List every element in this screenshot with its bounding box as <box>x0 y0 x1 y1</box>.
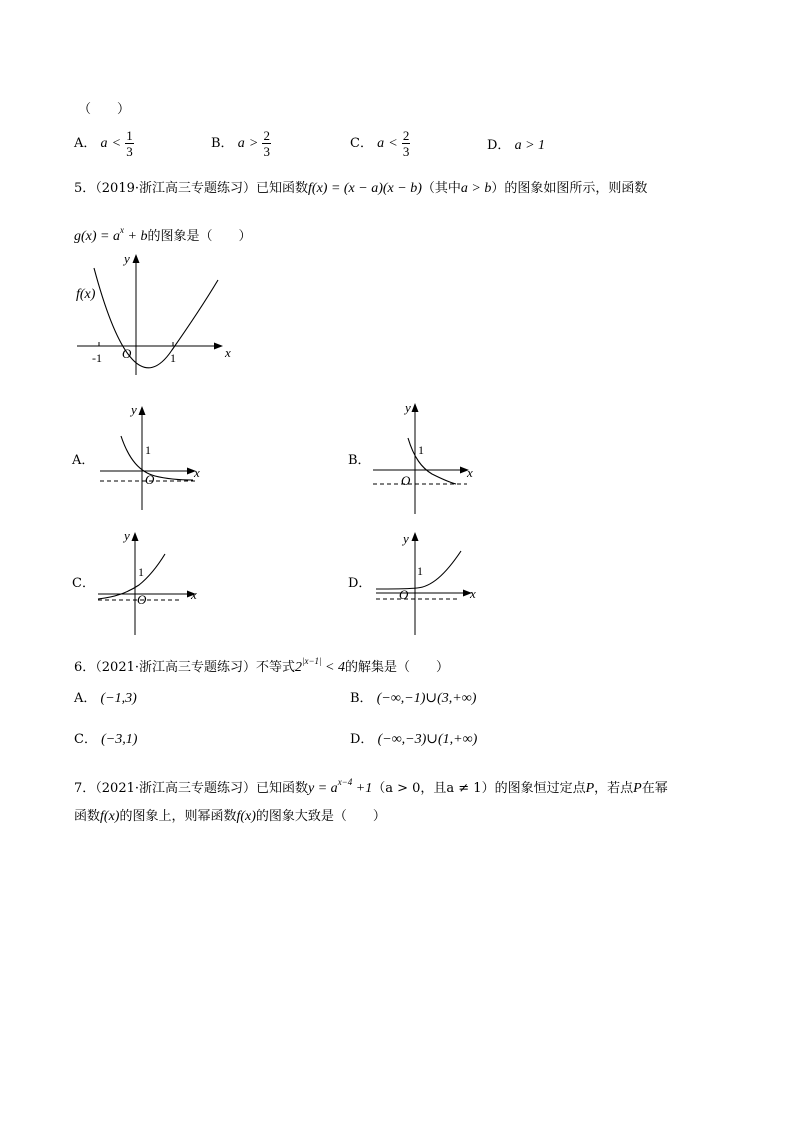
question-number: 5． <box>74 181 96 196</box>
y-axis-arrow <box>133 254 140 263</box>
stem-text: 的图象是（ ） <box>147 229 252 244</box>
one-label: 1 <box>418 443 424 457</box>
q4-answer-paren: （ ） <box>78 102 131 117</box>
option-op: < <box>388 136 398 151</box>
q5-stem-line2 <box>74 221 251 246</box>
option-fraction: $\frac{2}{3}$ <box>402 128 410 159</box>
q5-stem-line1 <box>74 180 647 198</box>
q4-option-a <box>74 128 134 159</box>
stem-text: 不等式 <box>256 660 296 675</box>
option-value: (−∞,−1)∪(3,+∞) <box>376 691 477 706</box>
stem-text: 的解集是（ ） <box>345 660 450 675</box>
q7-stem-line2 <box>74 808 386 826</box>
one-label: 1 <box>417 564 423 578</box>
option-letter: C． <box>74 732 97 747</box>
exp-curve <box>98 554 165 599</box>
q5-option-c-graph <box>95 527 210 639</box>
y-axis-label: y <box>405 400 411 415</box>
q4-option-d <box>487 137 545 155</box>
q6-stem <box>74 652 449 677</box>
q5-main-graph <box>72 250 232 380</box>
stem-text: 的图象大致是（ ） <box>255 809 386 824</box>
question-number: 7． <box>74 781 96 796</box>
y-axis-label: y <box>124 251 130 266</box>
origin-label: O <box>137 592 147 607</box>
origin-label: O <box>122 346 132 361</box>
x-axis-label: x <box>467 465 473 480</box>
question-source: （2021·浙江高三专题练习） <box>95 660 256 675</box>
y-axis-arrow <box>412 532 419 541</box>
option-letter: A． <box>74 691 97 706</box>
question-source: （2021·浙江高三专题练习） <box>95 781 256 796</box>
q5-option-b-graph <box>370 398 485 516</box>
x-axis-label: x <box>225 345 231 360</box>
option-letter: C． <box>350 136 373 151</box>
stem-text: ）的图象如图所示，则函数 <box>491 181 648 196</box>
stem-text: 已知函数 <box>256 181 309 196</box>
option-value: (−3,1) <box>101 732 138 747</box>
option-op: < <box>111 136 122 151</box>
q6-option-c <box>74 731 137 749</box>
y-axis-arrow <box>139 406 146 415</box>
tick-label-1: 1 <box>170 351 176 365</box>
tick-label-neg1: -1 <box>92 351 102 365</box>
option-var: a <box>377 136 385 151</box>
x-axis-arrow <box>214 343 223 350</box>
q7-stem-line1 <box>74 773 668 798</box>
option-letter: D． <box>487 138 511 153</box>
q6-option-b <box>350 690 476 708</box>
point-p: P <box>585 781 595 796</box>
stem-text: ，若点 <box>594 781 634 796</box>
one-label: 1 <box>138 565 144 579</box>
point-p: P <box>633 781 642 796</box>
y-axis-arrow <box>412 403 419 412</box>
q5-option-c-label: C． <box>72 576 95 591</box>
option-value: (−1,3) <box>100 691 137 706</box>
stem-text: 函数 <box>74 809 101 824</box>
q5-option-a-label: A． <box>72 453 95 468</box>
option-fraction: $\frac{2}{3}$ <box>263 128 270 159</box>
option-letter: D． <box>350 732 374 747</box>
stem-text: （其中 <box>421 181 461 196</box>
option-expr: a > 1 <box>514 138 546 153</box>
origin-label: O <box>399 587 409 602</box>
option-letter: B． <box>211 136 234 151</box>
function-expr: f(x) = (x − a)(x − b) <box>308 181 422 196</box>
function-expr: g(x) = a <box>74 229 120 244</box>
curve-label: f(x) <box>76 287 96 302</box>
function-expr: y = a <box>308 781 338 796</box>
function-expr: f(x) <box>236 809 256 824</box>
exponent: x <box>120 225 124 235</box>
option-var: a <box>237 136 245 151</box>
q5-option-a-graph <box>95 398 210 513</box>
y-axis-arrow <box>132 532 139 541</box>
function-expr-tail: + b <box>124 229 148 244</box>
x-axis-label: x <box>194 465 200 480</box>
stem-text: 的图象恒过定点 <box>494 781 586 796</box>
exp-curve <box>121 436 193 480</box>
origin-label: O <box>145 472 155 487</box>
x-axis-label: x <box>191 587 197 602</box>
q6-option-d <box>350 731 477 749</box>
ineq-rhs: < 4 <box>321 660 345 675</box>
question-source: （2019·浙江高三专题练习） <box>95 181 256 196</box>
function-expr-tail: +1 <box>352 781 373 796</box>
option-var: a <box>100 136 108 151</box>
one-label: 1 <box>145 443 151 457</box>
exponent: x−4 <box>337 777 353 787</box>
y-axis-label: y <box>124 528 130 543</box>
parabola-curve <box>94 268 218 368</box>
q4-option-c <box>350 128 410 159</box>
option-op: > <box>248 136 259 151</box>
option-letter: B． <box>350 691 373 706</box>
option-letter: A． <box>74 136 97 151</box>
function-expr: f(x) <box>100 809 120 824</box>
question-number: 6． <box>74 660 96 675</box>
y-axis-label: y <box>131 402 137 417</box>
y-axis-label: y <box>403 531 409 546</box>
q5-option-b-label: B． <box>348 453 371 468</box>
condition-expr: a > b <box>460 181 492 196</box>
stem-text: 在幂 <box>641 781 668 796</box>
stem-text: 的图象上，则幂函数 <box>119 809 237 824</box>
q5-option-d-label: D． <box>348 576 372 591</box>
x-axis-label: x <box>470 586 476 601</box>
option-fraction: $\frac{1}{3}$ <box>126 128 133 159</box>
ineq-exponent: |x−1| <box>302 656 322 666</box>
ineq-base: 2 <box>295 660 303 675</box>
q5-option-d-graph <box>373 527 488 639</box>
origin-label: O <box>401 473 411 488</box>
q4-option-b <box>211 128 271 159</box>
option-value: (−∞,−3)∪(1,+∞) <box>377 732 478 747</box>
q6-option-a <box>74 690 137 708</box>
stem-text: 已知函数 <box>256 781 309 796</box>
condition: （a > 0，且a ≠ 1） <box>372 781 495 796</box>
